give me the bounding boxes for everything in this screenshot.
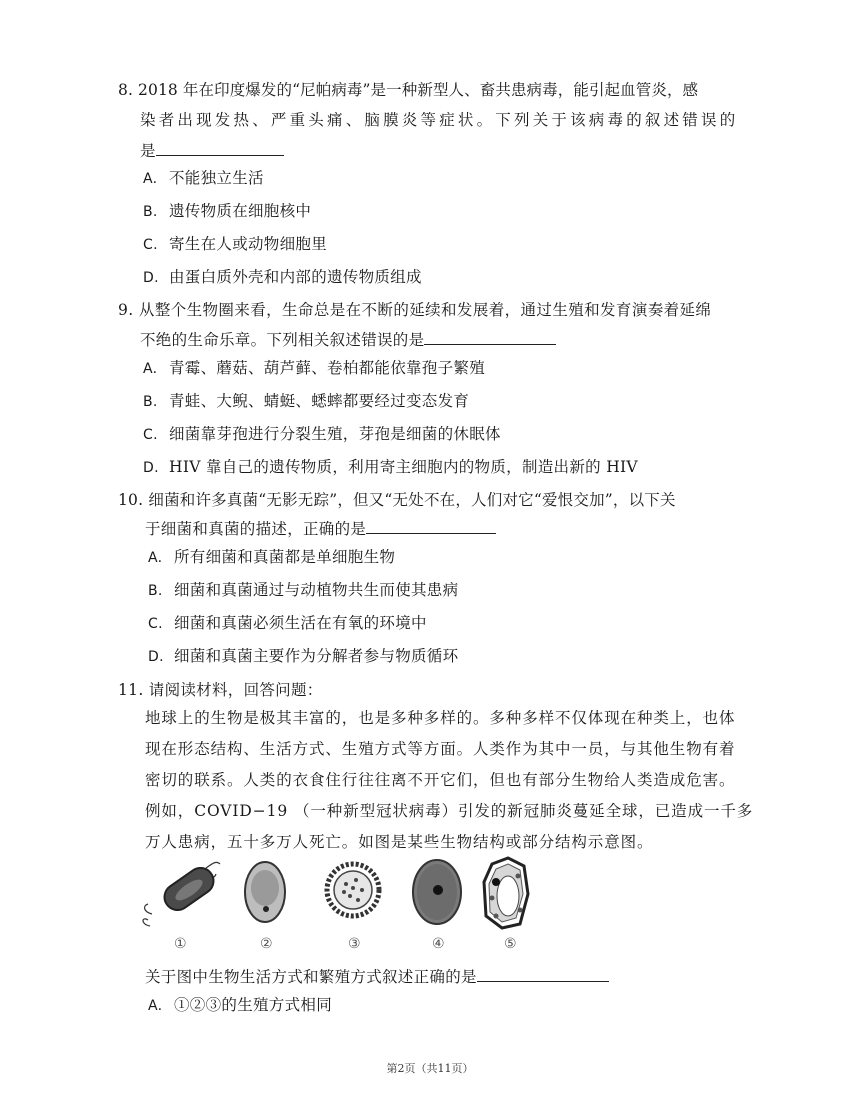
figure-label-5: ⑤ [504, 936, 517, 952]
q9-stem-line2-text: 不绝的生命乐章。下列相关叙述错误的是 [140, 331, 425, 349]
q11-material-line4: 例如，COVID−19 （一种新型冠状病毒）引发的新冠肺炎蔓延全球，已造成一千多 [145, 802, 754, 820]
q11-material-line2: 现在形态结构、生活方式、生殖方式等方面。人类作为其中一员，与其他生物有着 [145, 740, 736, 758]
q8-option-c [143, 232, 327, 254]
q9-option-a [143, 356, 485, 378]
q8-option-d [143, 265, 422, 287]
q11-material-line1: 地球上的生物是极其丰富的，也是多种多样的。多种多样不仅体现在种类上，也体 [145, 709, 736, 727]
option-label: A. [148, 998, 163, 1014]
option-text: 遗传物质在细胞核中 [169, 202, 312, 220]
option-label: C. [143, 237, 158, 253]
figure-label-1: ① [174, 936, 187, 952]
option-text: 由蛋白质外壳和内部的遗传物质组成 [169, 268, 422, 286]
q10-option-a [148, 545, 395, 567]
q10-option-d [148, 644, 458, 666]
q11-question [145, 965, 609, 987]
q9-stem-line2 [140, 328, 556, 350]
option-label: B. [143, 204, 158, 220]
virus-illustration [327, 864, 379, 916]
option-text: 细菌和真菌主要作为分解者参与物质循环 [174, 647, 459, 665]
q11-material-line3: 密切的联系。人类的衣食住行往往离不开它们，但也有部分生物给人类造成危害。 [145, 771, 736, 789]
option-label: B. [143, 394, 158, 410]
q10-option-b [148, 578, 458, 600]
q11-answer-blank [477, 980, 609, 982]
q11-stem: 11. 请阅读材料，回答问题： [118, 681, 323, 699]
option-text: 青霉、蘑菇、葫芦藓、卷柏都能依靠孢子繁殖 [169, 359, 486, 377]
page-footer: 第2页（共11页） [386, 1062, 474, 1075]
option-text: HIV 靠自己的遗传物质，利用寄主细胞内的物质，制造出新的 HIV [169, 458, 638, 476]
q9-option-c [143, 422, 501, 444]
option-label: A. [143, 171, 158, 187]
option-text: 所有细菌和真菌都是单细胞生物 [174, 548, 396, 566]
q11-material-line5: 万人患病，五十多万人死亡。如图是某些生物结构或部分结构示意图。 [145, 833, 654, 851]
q10-stem-line2 [145, 517, 496, 539]
q10-stem-line1: 10. 细菌和许多真菌“无影无踪”，但又“无处不在，人们对它“爱恨交加”，以下关 [118, 491, 676, 509]
option-text: ①②③的生殖方式相同 [174, 996, 333, 1014]
q10-stem-line2-text: 于细菌和真菌的描述，正确的是 [145, 520, 367, 538]
plant-cell-illustration [484, 858, 528, 928]
option-label: A. [143, 361, 158, 377]
animal-cell-illustration [413, 860, 461, 924]
option-text: 细菌靠芽孢进行分裂生殖，芽孢是细菌的休眠体 [169, 425, 501, 443]
option-label: D. [143, 460, 159, 476]
q9-option-d [143, 455, 638, 477]
option-label: B. [148, 583, 163, 599]
q8-answer-blank [156, 154, 284, 156]
q11-question-text: 关于图中生物生活方式和繁殖方式叙述正确的是 [145, 968, 477, 986]
option-label: C. [148, 616, 163, 632]
q10-option-c [148, 611, 427, 633]
q10-answer-blank [366, 532, 496, 534]
bacterium-illustration [143, 862, 220, 926]
q8-option-a [143, 166, 264, 188]
yeast-cell-illustration [245, 862, 285, 922]
option-text: 寄生在人或动物细胞里 [169, 235, 328, 253]
figure-label-3: ③ [348, 936, 361, 952]
option-label: A. [148, 550, 163, 566]
q9-option-b [143, 389, 469, 411]
q8-stem-line1: 8. 2018 年在印度爆发的“尼帕病毒”是一种新型人、畜共患病毒，能引起血管炎，感 [118, 81, 699, 99]
q8-stem-line2: 染者出现发热、严重头痛、脑膜炎等症状。下列关于该病毒的叙述错误的 [140, 111, 739, 129]
organism-figure [140, 854, 530, 958]
q9-answer-blank [424, 343, 556, 345]
option-text: 青蛙、大鲵、蜻蜓、蟋蟀都要经过变态发育 [169, 392, 470, 410]
option-label: D. [143, 270, 159, 286]
q8-stem-line3 [140, 139, 284, 161]
q8-option-b [143, 199, 311, 221]
option-label: C. [143, 427, 158, 443]
option-text: 不能独立生活 [169, 169, 264, 187]
figure-label-4: ④ [432, 936, 445, 952]
option-text: 细菌和真菌必须生活在有氧的环境中 [174, 614, 427, 632]
q9-stem-line1: 9. 从整个生物圈来看，生命总是在不断的延续和发展着，通过生殖和发育演奏着延绵 [118, 301, 712, 319]
organism-illustrations [140, 854, 530, 936]
q8-stem-line3-text: 是 [140, 142, 156, 160]
option-label: D. [148, 649, 164, 665]
option-text: 细菌和真菌通过与动植物共生而使其患病 [174, 581, 459, 599]
figure-label-2: ② [260, 936, 273, 952]
q11-option-a [148, 993, 332, 1015]
